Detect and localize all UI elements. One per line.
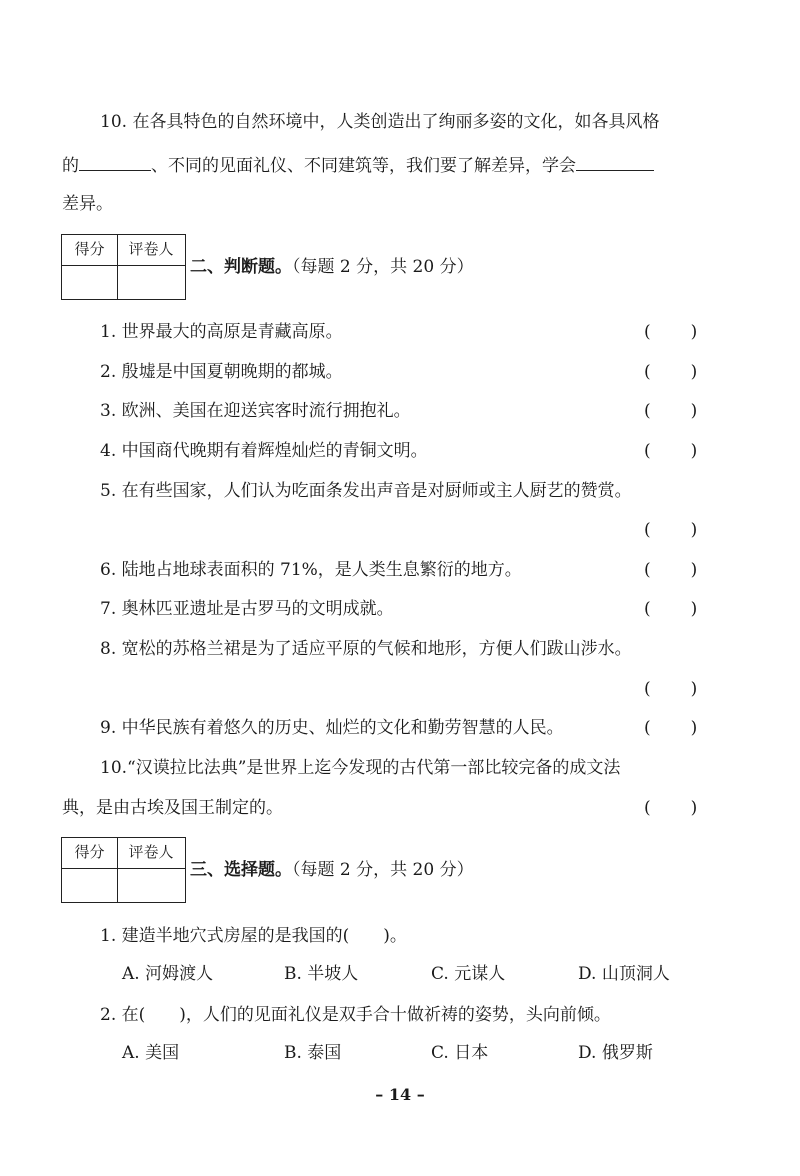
judge-item-3: 3. 欧洲、美国在迎送宾客时流行拥抱礼。 [100,401,411,421]
score-cell[interactable] [62,869,117,902]
judge-item-7: 7. 奥林匹亚遗址是古罗马的文明成就。 [100,599,394,619]
score-label: 得分 [74,843,105,861]
choice-q2-option-c[interactable]: C. 日本 [431,1043,489,1063]
answer-paren-1[interactable]: ( ) [644,322,698,342]
answer-paren-4[interactable]: ( ) [644,441,698,461]
score-box-section-2 [61,234,186,300]
answer-paren-6[interactable]: ( ) [644,560,698,580]
intro-line-2-start: 的 [62,156,79,176]
answer-paren-5[interactable]: ( ) [644,520,698,540]
page-number: – 14 – [375,1085,425,1104]
intro-line-2 [62,156,654,175]
fill-blank-2[interactable] [576,156,654,171]
judge-item-10-line-1: 10.“汉谟拉比法典”是世界上迄今发现的古代第一部比较完备的成文法 [100,758,621,778]
section-2-note: （每题 2 分，共 20 分） [292,257,474,277]
section-3-note: （每题 2 分，共 20 分） [292,860,474,880]
choice-q2-option-d[interactable]: D. 俄罗斯 [578,1043,653,1063]
answer-paren-2[interactable]: ( ) [644,362,698,382]
section-3-title: 三、选择题。 [190,860,292,880]
section-2-title: 二、判断题。 [190,257,292,277]
section-3-heading [190,862,474,879]
answer-paren-8[interactable]: ( ) [644,679,698,699]
judge-item-2: 2. 殷墟是中国夏朝晚期的都城。 [100,362,343,382]
judge-item-6: 6. 陆地占地球表面积的 71%，是人类生息繁衍的地方。 [100,560,522,580]
score-cell[interactable] [62,266,117,299]
intro-line-3: 差异。 [62,194,113,214]
judge-item-9: 9. 中华民族有着悠久的历史、灿烂的文化和勤劳智慧的人民。 [100,718,564,738]
answer-paren-9[interactable]: ( ) [644,718,698,738]
grader-cell[interactable] [117,266,185,299]
answer-paren-7[interactable]: ( ) [644,599,698,619]
choice-q1-option-a[interactable]: A. 河姆渡人 [122,964,214,984]
answer-paren-3[interactable]: ( ) [644,401,698,421]
grader-label: 评卷人 [128,240,174,258]
score-label: 得分 [74,240,105,258]
intro-line-1: 10. 在各具特色的自然环境中，人类创造出了绚丽多姿的文化，如各具风格 [100,112,660,132]
choice-q1-option-c[interactable]: C. 元谋人 [431,964,506,984]
choice-q1-stem: 1. 建造半地穴式房屋的是我国的( )。 [100,926,407,946]
choice-q2-stem: 2. 在( )，人们的见面礼仪是双手合十做祈祷的姿势，头向前倾。 [100,1005,611,1025]
choice-q1-option-b[interactable]: B. 半坡人 [284,964,359,984]
judge-item-8: 8. 宽松的苏格兰裙是为了适应平原的气候和地形，方便人们跋山涉水。 [100,639,632,659]
fill-blank-1[interactable] [79,156,151,171]
choice-q1-option-d[interactable]: D. 山顶洞人 [578,964,670,984]
judge-item-5: 5. 在有些国家，人们认为吃面条发出声音是对厨师或主人厨艺的赞赏。 [100,481,632,501]
judge-item-10-line-2: 典，是由古埃及国王制定的。 [62,798,283,818]
judge-item-4: 4. 中国商代晚期有着辉煌灿烂的青铜文明。 [100,441,428,461]
grader-label: 评卷人 [128,843,174,861]
score-box-section-3 [61,837,186,903]
answer-paren-10[interactable]: ( ) [644,798,698,818]
section-2-heading [190,259,474,276]
intro-line-2-middle: 、不同的见面礼仪、不同建筑等，我们要了解差异，学会 [151,156,576,176]
judge-item-1: 1. 世界最大的高原是青藏高原。 [100,322,343,342]
choice-q2-option-b[interactable]: B. 泰国 [284,1043,342,1063]
grader-cell[interactable] [117,869,185,902]
choice-q2-option-a[interactable]: A. 美国 [122,1043,180,1063]
